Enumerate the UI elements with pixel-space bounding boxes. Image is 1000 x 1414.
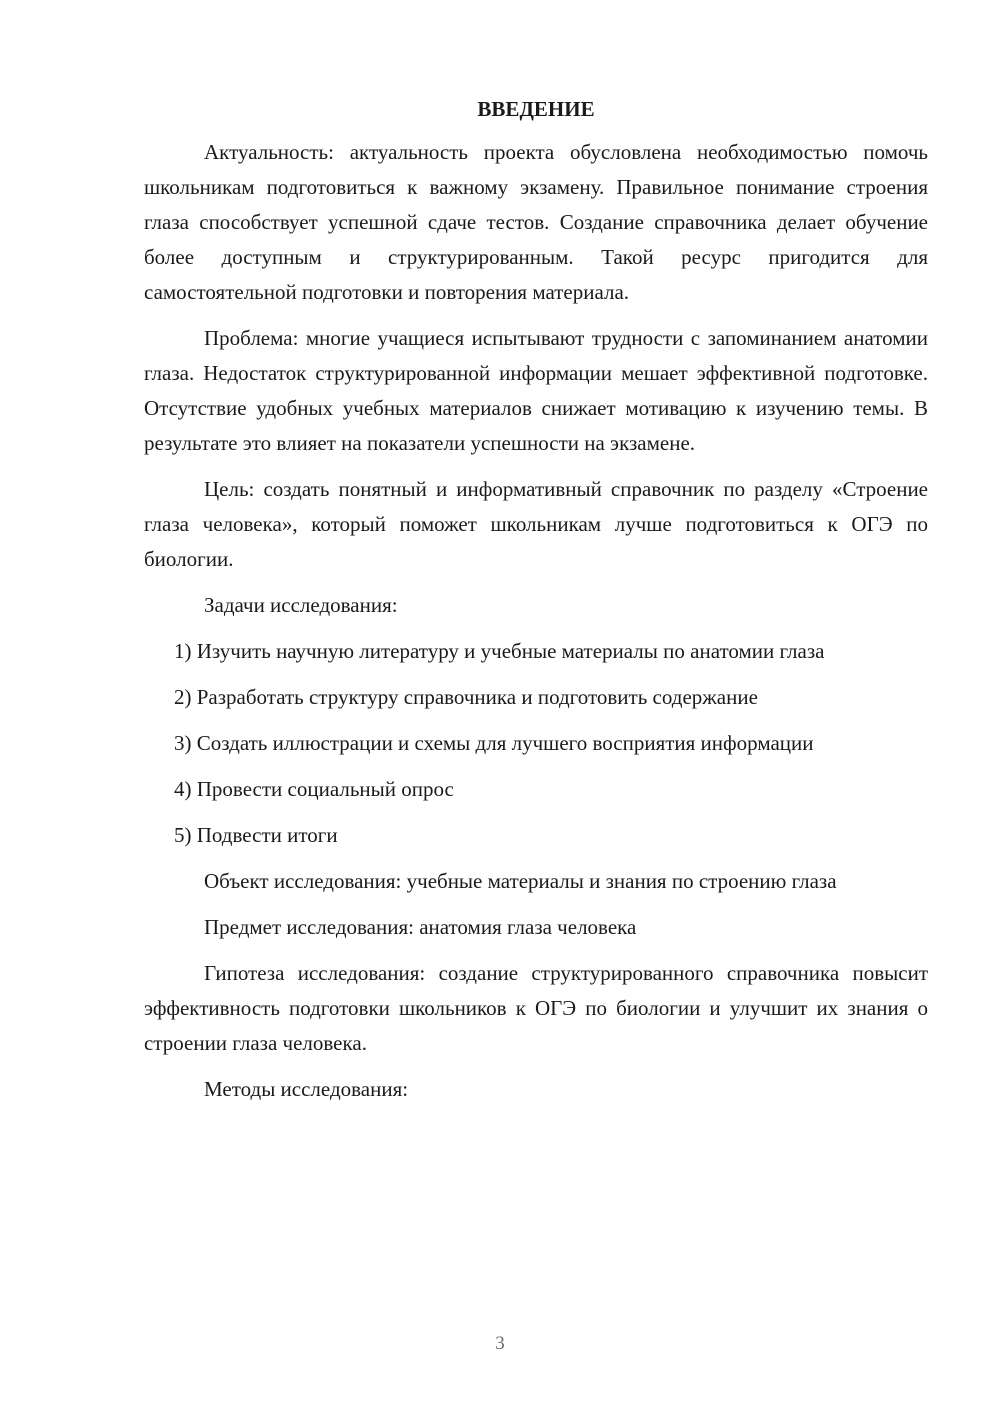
object-paragraph: Объект исследования: учебные материалы и знания по строению глаза bbox=[204, 869, 837, 893]
hypothesis-paragraph: Гипотеза исследования: создание структурированного справочника повысит эффективность подготовки школьников к ОГЭ по биологии и улучшит их знания о строении глаза человека. bbox=[144, 961, 928, 1055]
methods-heading: Методы исследования: bbox=[204, 1077, 409, 1101]
relevance-paragraph: Актуальность: актуальность проекта обусловлена необходимостью помочь школьникам подготовиться к важному экзамену. Правильное понимание строения глаза способствует успешной сдаче тестов. Создание справочника делает обучение более доступным и структурированным. Такой ресурс пригодится для самостоятельной подготовки и повторения материала. bbox=[144, 140, 928, 304]
task-item-2: 2) Разработать структуру справочника и подготовить содержание bbox=[174, 685, 758, 709]
subject-paragraph: Предмет исследования: анатомия глаза человека bbox=[204, 915, 637, 939]
goal-paragraph: Цель: создать понятный и информативный справочник по разделу «Строение глаза человека», который поможет школьникам лучше подготовиться к ОГЭ по биологии. bbox=[144, 477, 928, 571]
tasks-heading: Задачи исследования: bbox=[204, 593, 398, 617]
page-number: 3 bbox=[495, 1333, 505, 1354]
problem-paragraph: Проблема: многие учащиеся испытывают трудности с запоминанием анатомии глаза. Недостаток структурированной информации мешает эффективной подготовке. Отсутствие удобных учебных материалов снижает мотивацию к изучению темы. В результате это влияет на показатели успешности на экзамене. bbox=[144, 326, 928, 455]
task-item-3: 3) Создать иллюстрации и схемы для лучшего восприятия информации bbox=[174, 731, 814, 755]
task-item-1: 1) Изучить научную литературу и учебные материалы по анатомии глаза bbox=[174, 639, 825, 663]
section-title: ВВЕДЕНИЕ bbox=[477, 97, 595, 121]
document-page bbox=[144, 92, 928, 1118]
task-item-4: 4) Провести социальный опрос bbox=[174, 777, 454, 801]
task-item-5: 5) Подвести итоги bbox=[174, 823, 338, 847]
